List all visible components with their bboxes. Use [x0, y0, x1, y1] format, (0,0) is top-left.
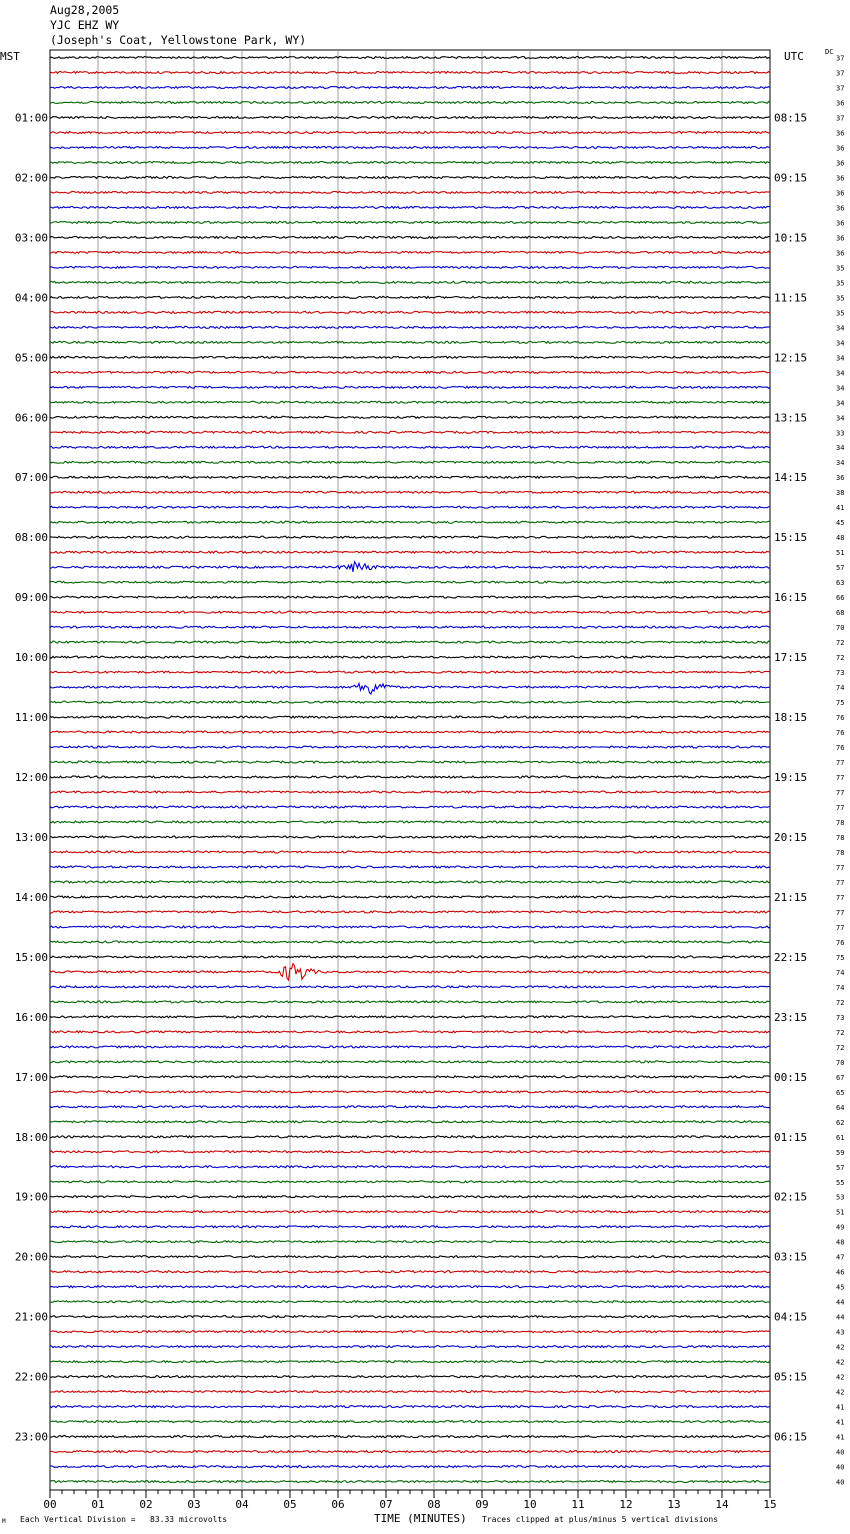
- utc-hour-label: 02:15: [774, 1190, 808, 1204]
- traces: [50, 57, 770, 1483]
- dc-offset-label: 77: [836, 804, 845, 812]
- mst-hour-label: 12:00: [14, 771, 48, 785]
- x-tick-label: 07: [379, 1498, 393, 1511]
- x-tick-label: 08: [427, 1498, 441, 1511]
- trace-line: [50, 446, 770, 448]
- mst-hour-label: 18:00: [14, 1130, 48, 1144]
- mst-hour-label: 01:00: [14, 111, 48, 125]
- trace-line: [50, 401, 770, 403]
- trace-line: [50, 371, 770, 373]
- mst-hour-label: 05:00: [14, 351, 48, 365]
- dc-offset-label: 35: [836, 309, 845, 318]
- dc-offset-label: 36: [836, 189, 845, 198]
- dc-offset-label: 43: [836, 1328, 845, 1337]
- dc-offset-label: 78: [836, 848, 845, 857]
- dc-offset-label: 33: [836, 429, 845, 438]
- utc-hour-label: 20:15: [774, 830, 808, 844]
- trace-line: [50, 626, 770, 628]
- trace-line: [50, 356, 770, 358]
- trace-line: [50, 1316, 770, 1318]
- dc-offset-label: 75: [836, 699, 845, 708]
- trace-line: [50, 236, 770, 238]
- trace-line: [50, 731, 770, 733]
- trace-line: [50, 1226, 770, 1228]
- vertical-scale-note: Each Vertical Division = 83.33 microvolts: [20, 1515, 228, 1524]
- dc-offset-label: 77: [836, 893, 845, 902]
- dc-offset-label: 35: [836, 294, 845, 303]
- mst-hour-label: 22:00: [14, 1370, 48, 1384]
- dc-offset-label: 77: [836, 774, 845, 783]
- utc-hour-label: 17:15: [774, 651, 808, 665]
- dc-offset-label: 40: [836, 1463, 845, 1472]
- mst-hour-label: 14:00: [14, 890, 48, 904]
- dc-offset-label: 55: [836, 1178, 845, 1187]
- dc-offset-label: 34: [836, 444, 845, 453]
- trace-line: [50, 416, 770, 418]
- dc-offset-label: 42: [836, 1388, 845, 1397]
- trace-line: [50, 656, 770, 658]
- dc-offset-label: 78: [836, 833, 845, 842]
- dc-offset-label: 72: [836, 998, 845, 1007]
- mst-hour-label: 11:00: [14, 711, 48, 725]
- dc-offset-label: 74: [836, 684, 845, 693]
- dc-offset-label: 37: [836, 54, 845, 63]
- trace-line: [50, 1001, 770, 1003]
- trace-line: [50, 896, 770, 898]
- trace-line: [50, 476, 770, 478]
- trace-line: [50, 641, 770, 643]
- utc-hour-label: 21:15: [774, 890, 808, 904]
- dc-offset-label: 51: [836, 549, 845, 558]
- x-tick-label: 11: [571, 1498, 585, 1511]
- trace-line: [50, 866, 770, 868]
- trace-line: [50, 161, 770, 163]
- dc-offset-label: 45: [836, 519, 845, 528]
- trace-line: [50, 611, 770, 613]
- dc-offset-label: 36: [836, 234, 845, 243]
- trace-line: [50, 1331, 770, 1333]
- x-tick-label: 03: [187, 1498, 201, 1511]
- trace-line: [50, 296, 770, 298]
- dc-offset-label: 74: [836, 968, 845, 977]
- trace-line: [50, 176, 770, 178]
- mst-hour-label: 02:00: [14, 171, 48, 185]
- dc-offset-label: 42: [836, 1343, 845, 1352]
- trace-line: [50, 746, 770, 748]
- dc-offset-label: 51: [836, 1208, 845, 1217]
- trace-line: [50, 221, 770, 223]
- dc-offset-label: 76: [836, 714, 845, 723]
- utc-hour-label: 11:15: [774, 291, 808, 305]
- trace-line: [50, 941, 770, 943]
- trace-line: [50, 1301, 770, 1303]
- trace-line: [50, 1376, 770, 1378]
- trace-line: [50, 1211, 770, 1213]
- mst-hour-label: 16:00: [14, 1010, 48, 1024]
- footer-mark: M: [2, 1518, 6, 1525]
- dc-offset-label: 61: [836, 1133, 845, 1142]
- dc-offset-label: 72: [836, 639, 845, 648]
- trace-line: [50, 116, 770, 118]
- dc-offset-label: 36: [836, 474, 845, 483]
- dc-offset-label: 41: [836, 504, 845, 513]
- utc-hour-label: 06:15: [774, 1430, 808, 1444]
- dc-offset-label: 57: [836, 564, 845, 573]
- dc-offset-label: 34: [836, 384, 845, 393]
- trace-line: [50, 281, 770, 283]
- trace-line: [50, 1256, 770, 1258]
- trace-line: [50, 964, 770, 981]
- trace-line: [50, 1271, 770, 1273]
- dc-offset-label: 76: [836, 729, 845, 738]
- trace-line: [50, 1196, 770, 1198]
- dc-offset-label: 36: [836, 144, 845, 153]
- trace-line: [50, 581, 770, 583]
- trace-line: [50, 1451, 770, 1453]
- dc-offset-label: 75: [836, 953, 845, 962]
- dc-offset-label: 53: [836, 1193, 845, 1202]
- dc-offset-label: 72: [836, 654, 845, 663]
- dc-offset-label: 37: [836, 84, 845, 93]
- dc-offset-label: 77: [836, 878, 845, 887]
- mst-hour-label: 15:00: [14, 950, 48, 964]
- x-tick-label: 09: [475, 1498, 489, 1511]
- dc-offset-label: 48: [836, 1238, 845, 1247]
- dc-offset-label: 66: [836, 594, 845, 603]
- dc-offset-label: 36: [836, 219, 845, 228]
- dc-offset-label: 77: [836, 908, 845, 917]
- dc-offset-label: 34: [836, 399, 845, 408]
- dc-offset-label: 77: [836, 923, 845, 932]
- trace-line: [50, 1166, 770, 1168]
- trace-line: [50, 506, 770, 508]
- dc-offset-label: 72: [836, 1043, 845, 1052]
- trace-line: [50, 146, 770, 148]
- dc-offset-label: 37: [836, 69, 845, 78]
- x-tick-label: 01: [91, 1498, 105, 1511]
- dc-offset-label: 70: [836, 1058, 845, 1067]
- trace-line: [50, 911, 770, 913]
- dc-offset-label: 48: [836, 534, 845, 543]
- station-code: YJC EHZ WY: [50, 18, 120, 32]
- utc-hour-label: 10:15: [774, 231, 808, 245]
- dc-offset-label: 73: [836, 669, 845, 678]
- dc-offset-label: 63: [836, 579, 845, 588]
- dc-offset-label: 40: [836, 1478, 845, 1487]
- trace-line: [50, 683, 770, 694]
- dc-offset-label: 34: [836, 414, 845, 423]
- x-tick-label: 04: [235, 1498, 249, 1511]
- dc-offset-label: 35: [836, 279, 845, 288]
- dc-offset-label: 77: [836, 863, 845, 872]
- station-location: (Joseph's Coat, Yellowstone Park, WY): [50, 33, 307, 47]
- dc-offset-label: 36: [836, 249, 845, 258]
- trace-line: [50, 1391, 770, 1393]
- x-tick-label: 12: [619, 1498, 633, 1511]
- dc-offset-label: 35: [836, 264, 845, 273]
- dc-offset-label: 41: [836, 1403, 845, 1412]
- trace-line: [50, 1481, 770, 1483]
- utc-hour-label: 14:15: [774, 471, 808, 485]
- dc-offset-label: 34: [836, 324, 845, 333]
- trace-line: [50, 266, 770, 268]
- dc-offset-label: 47: [836, 1253, 845, 1262]
- utc-hour-label: 08:15: [774, 111, 808, 125]
- utc-hour-label: 16:15: [774, 591, 808, 605]
- dc-offset-label: 44: [836, 1313, 845, 1322]
- mst-hour-label: 07:00: [14, 471, 48, 485]
- trace-line: [50, 671, 770, 673]
- trace-line: [50, 562, 770, 572]
- dc-offset-label: 46: [836, 1268, 845, 1277]
- trace-line: [50, 1091, 770, 1093]
- mst-hour-label: 23:00: [14, 1430, 48, 1444]
- dc-offset-label: 74: [836, 983, 845, 992]
- left-timezone: MST: [0, 50, 20, 63]
- dc-offset-label: 34: [836, 339, 845, 348]
- trace-line: [50, 851, 770, 853]
- x-tick-label: 15: [763, 1498, 777, 1511]
- trace-line: [50, 431, 770, 433]
- dc-offset-label: 36: [836, 159, 845, 168]
- utc-hour-label: 15:15: [774, 531, 808, 545]
- utc-hour-label: 01:15: [774, 1130, 808, 1144]
- trace-line: [50, 1466, 770, 1468]
- trace-line: [50, 461, 770, 463]
- dc-offset-label: 68: [836, 609, 845, 618]
- dc-offset-label: 76: [836, 938, 845, 947]
- trace-line: [50, 86, 770, 88]
- trace-line: [50, 1346, 770, 1348]
- clip-note: Traces clipped at plus/minus 5 vertical divisions: [482, 1515, 719, 1524]
- trace-line: [50, 536, 770, 538]
- trace-line: [50, 71, 770, 73]
- trace-line: [50, 1136, 770, 1138]
- trace-line: [50, 1046, 770, 1048]
- mst-hour-label: 17:00: [14, 1070, 48, 1084]
- dc-offset-label: 42: [836, 1358, 845, 1367]
- trace-line: [50, 821, 770, 823]
- trace-line: [50, 251, 770, 253]
- trace-line: [50, 926, 770, 928]
- trace-line: [50, 986, 770, 988]
- trace-line: [50, 596, 770, 598]
- trace-line: [50, 806, 770, 808]
- utc-hour-label: 22:15: [774, 950, 808, 964]
- trace-line: [50, 761, 770, 763]
- trace-line: [50, 341, 770, 343]
- x-tick-label: 05: [283, 1498, 297, 1511]
- x-tick-label: 00: [43, 1498, 57, 1511]
- trace-line: [50, 521, 770, 523]
- dc-offset-label: 36: [836, 129, 845, 138]
- x-tick-label: 10: [523, 1498, 537, 1511]
- utc-hour-label: 09:15: [774, 171, 808, 185]
- trace-line: [50, 881, 770, 883]
- dc-offset-label: 67: [836, 1073, 845, 1082]
- dc-offset-label: 38: [836, 489, 845, 498]
- x-tick-label: 02: [139, 1498, 153, 1511]
- dc-offset-label: 34: [836, 459, 845, 468]
- dc-offset-label: 41: [836, 1418, 845, 1427]
- utc-hour-label: 18:15: [774, 711, 808, 725]
- trace-line: [50, 1181, 770, 1183]
- trace-line: [50, 311, 770, 313]
- trace-line: [50, 1436, 770, 1438]
- utc-hour-label: 19:15: [774, 771, 808, 785]
- trace-line: [50, 1286, 770, 1288]
- x-axis: [43, 1490, 776, 1511]
- mst-hour-label: 04:00: [14, 291, 48, 305]
- dc-offset-label: 62: [836, 1118, 845, 1127]
- utc-hour-label: 00:15: [774, 1070, 808, 1084]
- dc-offset-label: 40: [836, 1448, 845, 1457]
- dc-offset-label: 34: [836, 369, 845, 378]
- x-tick-label: 13: [667, 1498, 681, 1511]
- trace-line: [50, 1061, 770, 1063]
- dc-offset-label: 34: [836, 354, 845, 363]
- trace-line: [50, 836, 770, 838]
- dc-offset-label: 64: [836, 1103, 845, 1112]
- trace-line: [50, 131, 770, 133]
- dc-offset-label: 77: [836, 759, 845, 768]
- mst-hour-label: 10:00: [14, 651, 48, 665]
- right-timezone: UTC: [784, 50, 804, 63]
- dc-offset-label: 59: [836, 1148, 845, 1157]
- x-axis-title: TIME (MINUTES): [374, 1512, 467, 1525]
- trace-line: [50, 1406, 770, 1408]
- mst-hour-label: 20:00: [14, 1250, 48, 1264]
- dc-offset-label: 76: [836, 744, 845, 753]
- trace-line: [50, 1121, 770, 1123]
- trace-line: [50, 1151, 770, 1153]
- trace-line: [50, 716, 770, 718]
- utc-hour-label: 23:15: [774, 1010, 808, 1024]
- trace-line: [50, 191, 770, 193]
- dc-heading: DC: [825, 48, 834, 56]
- dc-offset-label: 41: [836, 1433, 845, 1442]
- dc-offset-label: 78: [836, 818, 845, 827]
- record-date: Aug28,2005: [50, 3, 120, 17]
- trace-line: [50, 1016, 770, 1018]
- mst-hour-label: 09:00: [14, 591, 48, 605]
- x-tick-label: 06: [331, 1498, 345, 1511]
- trace-line: [50, 1361, 770, 1363]
- utc-hour-label: 12:15: [774, 351, 808, 365]
- trace-line: [50, 701, 770, 703]
- dc-offset-label: 42: [836, 1373, 845, 1382]
- mst-hour-label: 06:00: [14, 411, 48, 425]
- trace-line: [50, 1421, 770, 1423]
- dc-offset-label: 57: [836, 1163, 845, 1172]
- dc-offset-label: 36: [836, 99, 845, 108]
- utc-hour-label: 04:15: [774, 1310, 808, 1324]
- trace-line: [50, 956, 770, 958]
- trace-line: [50, 1031, 770, 1033]
- trace-line: [50, 206, 770, 208]
- x-tick-label: 14: [715, 1498, 729, 1511]
- mst-hour-label: 03:00: [14, 231, 48, 245]
- dc-offset-label: 45: [836, 1283, 845, 1292]
- mst-hour-label: 08:00: [14, 531, 48, 545]
- dc-offset-label: 65: [836, 1088, 845, 1097]
- utc-hour-label: 03:15: [774, 1250, 808, 1264]
- mst-hour-label: 13:00: [14, 830, 48, 844]
- trace-line: [50, 791, 770, 793]
- utc-hour-label: 05:15: [774, 1370, 808, 1384]
- dc-offset-label: 72: [836, 1028, 845, 1037]
- dc-offset-label: 49: [836, 1223, 845, 1232]
- trace-line: [50, 776, 770, 778]
- dc-offset-label: 37: [836, 114, 845, 123]
- dc-offset-label: 36: [836, 204, 845, 213]
- utc-hour-label: 13:15: [774, 411, 808, 425]
- mst-hour-label: 21:00: [14, 1310, 48, 1324]
- trace-line: [50, 551, 770, 553]
- trace-line: [50, 326, 770, 328]
- trace-line: [50, 57, 770, 59]
- dc-offset-label: 73: [836, 1013, 845, 1022]
- dc-offset-label: 36: [836, 174, 845, 183]
- mst-hour-label: 19:00: [14, 1190, 48, 1204]
- trace-line: [50, 1106, 770, 1108]
- dc-offset-label: 77: [836, 789, 845, 798]
- dc-offset-label: 70: [836, 624, 845, 633]
- trace-line: [50, 491, 770, 493]
- trace-line: [50, 386, 770, 388]
- trace-line: [50, 1241, 770, 1243]
- trace-line: [50, 1076, 770, 1078]
- trace-line: [50, 101, 770, 103]
- dc-offset-label: 44: [836, 1298, 845, 1307]
